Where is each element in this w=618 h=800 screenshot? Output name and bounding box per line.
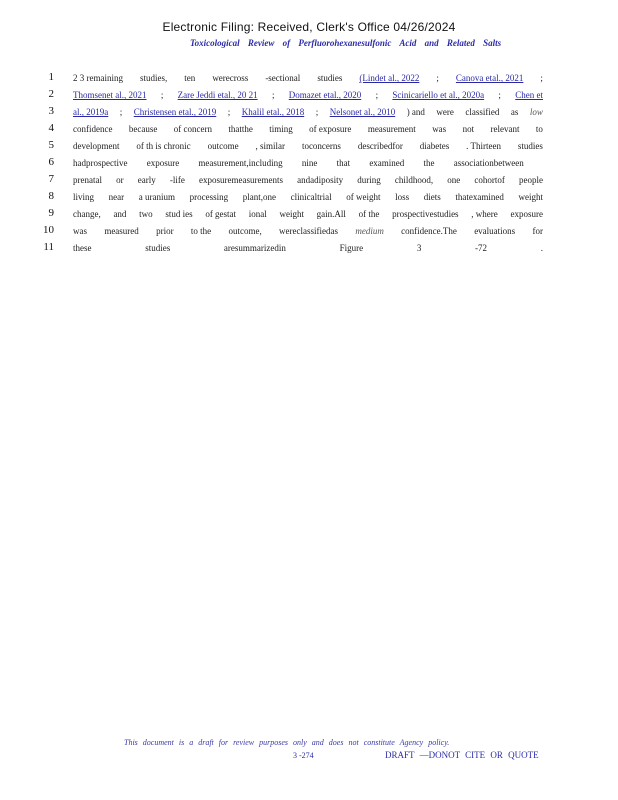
word: 3 bbox=[416, 243, 422, 253]
text-line bbox=[0, 243, 618, 260]
line-text bbox=[73, 243, 543, 253]
draft-notice: DRAFT —DONOT CITE OR QUOTE bbox=[385, 750, 539, 760]
word: ten bbox=[184, 73, 196, 83]
citation-link[interactable]: Scinicariello et al., 2020a bbox=[392, 90, 485, 100]
word: measurement,including bbox=[198, 158, 283, 168]
citation-link[interactable]: Khalil etal., 2018 bbox=[241, 107, 305, 117]
page-number: 3 -274 bbox=[293, 751, 314, 760]
word: wereclassifiedas bbox=[279, 226, 339, 236]
word: thatexamined bbox=[455, 192, 504, 202]
line-text bbox=[73, 73, 543, 83]
word: to bbox=[535, 124, 543, 134]
word: measurement bbox=[367, 124, 416, 134]
word: , where bbox=[471, 209, 498, 219]
line-number: 10 bbox=[43, 224, 54, 236]
word: prenatal bbox=[73, 175, 102, 185]
line-number: 3 bbox=[48, 105, 54, 117]
word: aresummarizedin bbox=[223, 243, 286, 253]
word: the bbox=[423, 158, 435, 168]
text-line bbox=[0, 141, 618, 158]
word: prospectivestudies bbox=[392, 209, 459, 219]
word: outcome bbox=[207, 141, 239, 151]
word: of gestat bbox=[205, 209, 237, 219]
word: loss bbox=[395, 192, 410, 202]
word: studies bbox=[317, 73, 343, 83]
word: living bbox=[73, 192, 95, 202]
filing-stamp: Electronic Filing: Received, Clerk's Office 04/26/2024 bbox=[162, 20, 456, 34]
word: ; bbox=[315, 107, 319, 117]
line-text bbox=[73, 141, 543, 151]
word: describedfor bbox=[357, 141, 403, 151]
word: timing bbox=[269, 124, 293, 134]
text-line bbox=[0, 124, 618, 141]
word: ; bbox=[271, 90, 275, 100]
word: thatthe bbox=[228, 124, 253, 134]
word: that bbox=[336, 158, 351, 168]
running-head: Toxicological Review of Perfluorohexanesulfonic Acid and Related Salts bbox=[190, 38, 502, 48]
word: studies, bbox=[140, 73, 168, 83]
line-number: 5 bbox=[48, 139, 54, 151]
word: change, bbox=[73, 209, 101, 219]
word: of th is chronic bbox=[136, 141, 191, 151]
word: because bbox=[128, 124, 158, 134]
line-number: 8 bbox=[48, 190, 54, 202]
word: -72 bbox=[475, 243, 488, 253]
text-line bbox=[0, 226, 618, 243]
word: processing bbox=[189, 192, 229, 202]
word: low bbox=[529, 107, 543, 117]
text-line bbox=[0, 158, 618, 175]
word: diabetes bbox=[419, 141, 450, 151]
citation-link[interactable]: Canova etal., 2021 bbox=[455, 73, 524, 83]
citation-link[interactable]: Nelsonet al., 2010 bbox=[329, 107, 396, 117]
word: as bbox=[510, 107, 519, 117]
word: toconcerns bbox=[301, 141, 341, 151]
word: diets bbox=[423, 192, 441, 202]
word: early bbox=[137, 175, 156, 185]
word: and bbox=[113, 209, 127, 219]
citation-link[interactable]: Chen et bbox=[515, 90, 543, 100]
word: of concern bbox=[173, 124, 212, 134]
word: outcome, bbox=[228, 226, 262, 236]
word: prior bbox=[156, 226, 174, 236]
line-number: 11 bbox=[43, 241, 54, 253]
word: one bbox=[447, 175, 461, 185]
word: Figure bbox=[339, 243, 364, 253]
word: plant,one bbox=[242, 192, 277, 202]
word: was bbox=[73, 226, 87, 236]
word: people bbox=[518, 175, 543, 185]
text-line bbox=[0, 175, 618, 192]
word: ) and bbox=[406, 107, 425, 117]
word: ; bbox=[160, 90, 164, 100]
citation-link[interactable]: (Lindet al., 2022 bbox=[359, 73, 420, 83]
word: to the bbox=[190, 226, 212, 236]
word: exposure bbox=[146, 158, 180, 168]
word: cohortof bbox=[474, 175, 505, 185]
word: relevant bbox=[490, 124, 520, 134]
word: 2 3 remaining bbox=[73, 73, 123, 83]
word: near bbox=[108, 192, 125, 202]
word: development bbox=[73, 141, 120, 151]
word: two bbox=[139, 209, 153, 219]
word: not bbox=[462, 124, 475, 134]
draft-disclaimer: This document is a draft for review purposes only and does not constitute Agency policy. bbox=[124, 738, 450, 747]
word: exposure bbox=[510, 209, 543, 219]
word: clinicaltrial bbox=[290, 192, 332, 202]
word: evaluations bbox=[474, 226, 516, 236]
word: hadprospective bbox=[73, 158, 128, 168]
word: ; bbox=[498, 90, 501, 100]
word: for bbox=[532, 226, 543, 236]
line-number: 4 bbox=[48, 122, 54, 134]
line-text bbox=[73, 158, 543, 168]
word: ; bbox=[540, 73, 543, 83]
word: classified bbox=[465, 107, 500, 117]
line-number: 6 bbox=[48, 156, 54, 168]
line-number: 1 bbox=[48, 71, 54, 83]
line-text bbox=[73, 226, 543, 236]
word: weight bbox=[518, 192, 543, 202]
line-number: 2 bbox=[48, 88, 54, 100]
text-line bbox=[0, 192, 618, 209]
line-text bbox=[73, 90, 543, 100]
text-line bbox=[0, 209, 618, 226]
citation-link[interactable]: Christensen etal., 2019 bbox=[133, 107, 217, 117]
word: gain.All bbox=[316, 209, 346, 219]
word: ; bbox=[436, 73, 439, 83]
word: these bbox=[73, 243, 92, 253]
citation-link[interactable]: al., 2019a bbox=[73, 107, 109, 117]
word: weight bbox=[279, 209, 304, 219]
word: andadiposity bbox=[297, 175, 344, 185]
word: or bbox=[116, 175, 124, 185]
word: studies bbox=[517, 141, 543, 151]
word: ional bbox=[248, 209, 267, 219]
word: of exposure bbox=[309, 124, 352, 134]
word: examined bbox=[369, 158, 405, 168]
citation-link[interactable]: Domazet etal., 2020 bbox=[288, 90, 362, 100]
word: confidence.The bbox=[401, 226, 457, 236]
word: werecross bbox=[212, 73, 249, 83]
text-line bbox=[0, 90, 618, 107]
word: was bbox=[432, 124, 447, 134]
word: childhood, bbox=[394, 175, 434, 185]
word: nine bbox=[301, 158, 318, 168]
word: were bbox=[436, 107, 454, 117]
word: ; bbox=[227, 107, 231, 117]
line-number: 9 bbox=[48, 207, 54, 219]
word: a uranium bbox=[138, 192, 176, 202]
word: . bbox=[540, 243, 543, 253]
word: -sectional bbox=[265, 73, 301, 83]
line-text bbox=[73, 192, 543, 202]
word: . Thirteen bbox=[466, 141, 501, 151]
word: medium bbox=[355, 226, 384, 236]
citation-link[interactable]: Thomsenet al., 2021 bbox=[73, 90, 147, 100]
word: ; bbox=[375, 90, 379, 100]
word: confidence bbox=[73, 124, 113, 134]
word: during bbox=[357, 175, 381, 185]
text-line bbox=[0, 107, 618, 124]
word: studies bbox=[145, 243, 171, 253]
line-text bbox=[73, 209, 543, 219]
word: , similar bbox=[255, 141, 286, 151]
word: of weight bbox=[346, 192, 381, 202]
word: associationbetween bbox=[453, 158, 524, 168]
word: stud ies bbox=[165, 209, 193, 219]
word: exposuremeasurements bbox=[198, 175, 283, 185]
word: of the bbox=[358, 209, 380, 219]
word: -life bbox=[169, 175, 185, 185]
citation-link[interactable]: Zare Jeddi etal., 20 21 bbox=[177, 90, 258, 100]
line-number: 7 bbox=[48, 173, 54, 185]
line-text bbox=[73, 124, 543, 134]
text-line bbox=[0, 73, 618, 90]
word: measured bbox=[104, 226, 139, 236]
word: ; bbox=[119, 107, 123, 117]
line-text bbox=[73, 107, 543, 117]
line-text bbox=[73, 175, 543, 185]
